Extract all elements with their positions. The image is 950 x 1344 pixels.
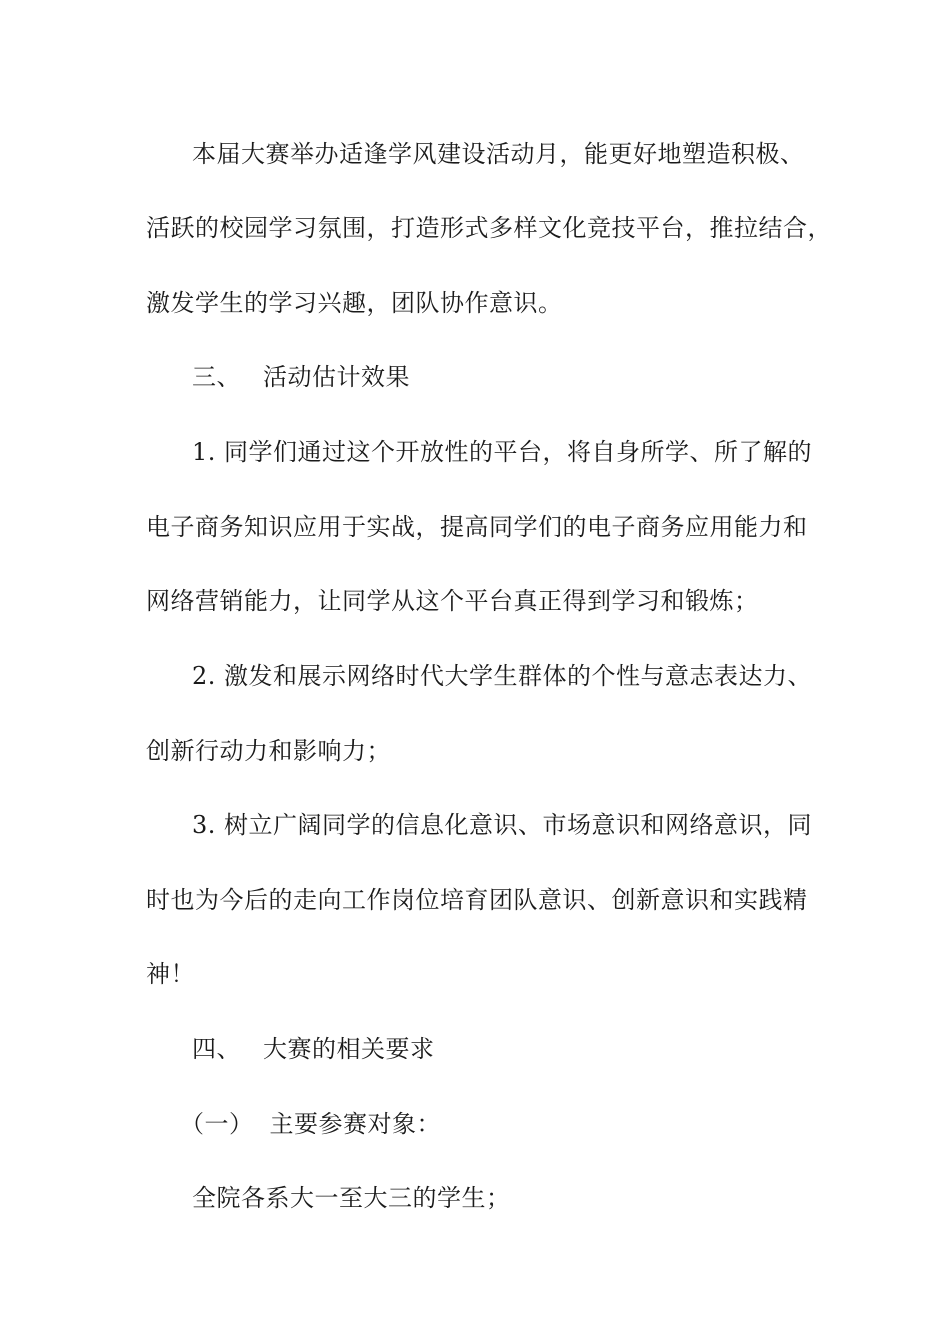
item-3-line-2: 时也为今后的走向工作岗位培育团队意识、创新意识和实践精 [146, 886, 808, 914]
item-1-line-3: 网络营销能力，让同学从这个平台真正得到学习和锻炼； [146, 587, 759, 615]
section-4-heading [192, 1033, 872, 1065]
section-4-title: 大赛的相关要求 [263, 1035, 435, 1063]
paragraph-1-line-3: 激发学生的学习兴趣，团队协作意识。 [146, 289, 563, 317]
section-3-number: 三、 [192, 363, 241, 391]
subsection-1-title: 主要参赛对象： [269, 1110, 441, 1138]
section-3-heading [192, 361, 872, 393]
participants-line: 全院各系大一至大三的学生； [192, 1184, 511, 1212]
item-1-line-1: 1. 同学们通过这个开放性的平台，将自身所学、所了解的 [192, 438, 813, 466]
item-2-line-1: 2. 激发和展示网络时代大学生群体的个性与意志表达力、 [192, 662, 813, 690]
item-3-line-1: 3. 树立广阔同学的信息化意识、市场意识和网络意识，同 [192, 811, 813, 839]
section-4-number: 四、 [192, 1035, 241, 1063]
item-3-line-3: 神！ [146, 960, 195, 988]
item-1-line-2: 电子商务知识应用于实战，提高同学们的电子商务应用能力和 [146, 513, 808, 541]
item-2-line-2: 创新行动力和影响力； [146, 737, 391, 765]
subsection-1-heading [180, 1108, 860, 1140]
paragraph-1-line-1: 本届大赛举办适逢学风建设活动月，能更好地塑造积极、 [192, 140, 805, 168]
section-3-title: 活动估计效果 [263, 363, 410, 391]
paragraph-1-line-2: 活跃的校园学习氛围，打造形式多样文化竞技平台，推拉结合， [146, 214, 832, 242]
subsection-1-number: （一） [180, 1110, 254, 1138]
